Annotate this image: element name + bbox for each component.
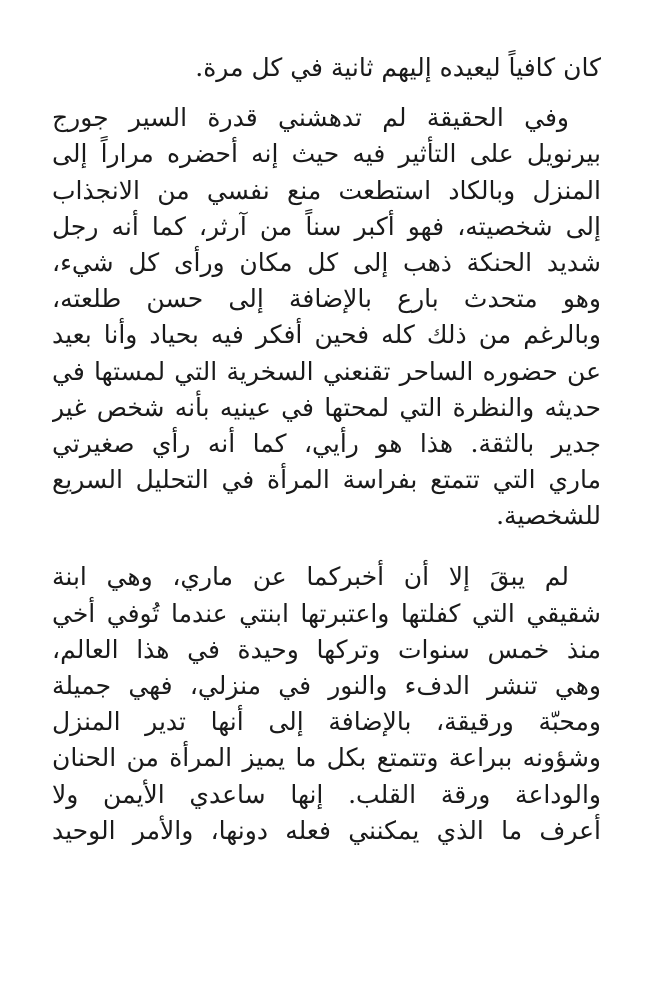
paragraph-gap	[52, 534, 601, 559]
paragraph-3	[52, 559, 601, 849]
text-line: جدير بالثقة. هذا هو رأيي، كما أنه رأي صغيرتي	[52, 428, 601, 458]
text-line: كان كافياً ليعيده إليهم ثانية في كل مرة.	[195, 53, 601, 82]
text-line: ومحبّة ورقيقة، بالإضافة إلى أنها تدير المنزل	[52, 707, 601, 737]
paragraph-gap	[52, 86, 601, 100]
text-line: وبالرغم من ذلك كله فحين أفكر فيه بحياد وأنا بعيد	[52, 320, 601, 350]
text-line: بيرنويل على التأثير فيه حيث إنه أحضره مراراً إلى	[52, 139, 601, 169]
paragraph-1	[52, 50, 601, 86]
text-line: وهي تنشر الدفء والنور في منزلي، فهي جميلة	[52, 671, 601, 700]
text-line: أعرف ما الذي يمكنني فعله دونها، والأمر الوحيد	[52, 815, 601, 845]
text-line: منذ خمس سنوات وتركها وحيدة في هذا العالم،	[52, 634, 601, 664]
text-line: المنزل وبالكاد استطعت منع نفسي من الانجذاب	[52, 175, 601, 205]
text-line: وشؤونه ببراعة وتتمتع بكل ما يميز المرأة من الحنان	[52, 743, 601, 773]
text-line: ماري التي تتمتع بفراسة المرأة في التحليل السريع	[52, 465, 601, 495]
text-line: شديد الحنكة ذهب إلى كل مكان ورأى كل شيء،	[52, 247, 601, 277]
text-line: إلى شخصيته، فهو أكبر سناً من آرثر، كما أنه رجل	[52, 211, 601, 241]
text-line: لم يبقَ إلا أن أخبركما عن ماري، وهي ابنة	[52, 562, 569, 592]
text-line: للشخصية.	[496, 501, 601, 531]
text-line: شقيقي التي كفلتها واعتبرتها ابنتي عندما تُوفي أخي	[52, 598, 601, 628]
text-line: والوداعة ورقة القلب. إنها ساعدي الأيمن ولا	[52, 779, 601, 809]
text-line: وهو متحدث بارع بالإضافة إلى حسن طلعته،	[52, 284, 601, 314]
text-line: عن حضوره الساحر تقنعني السخرية التي لمستها في	[52, 356, 601, 386]
text-line: حديثه والنظرة التي لمحتها في عينيه بأنه شخص غير	[52, 392, 601, 422]
text-line: وفي الحقيقة لم تدهشني قدرة السير جورج	[52, 103, 569, 133]
paragraph-2	[52, 100, 601, 534]
